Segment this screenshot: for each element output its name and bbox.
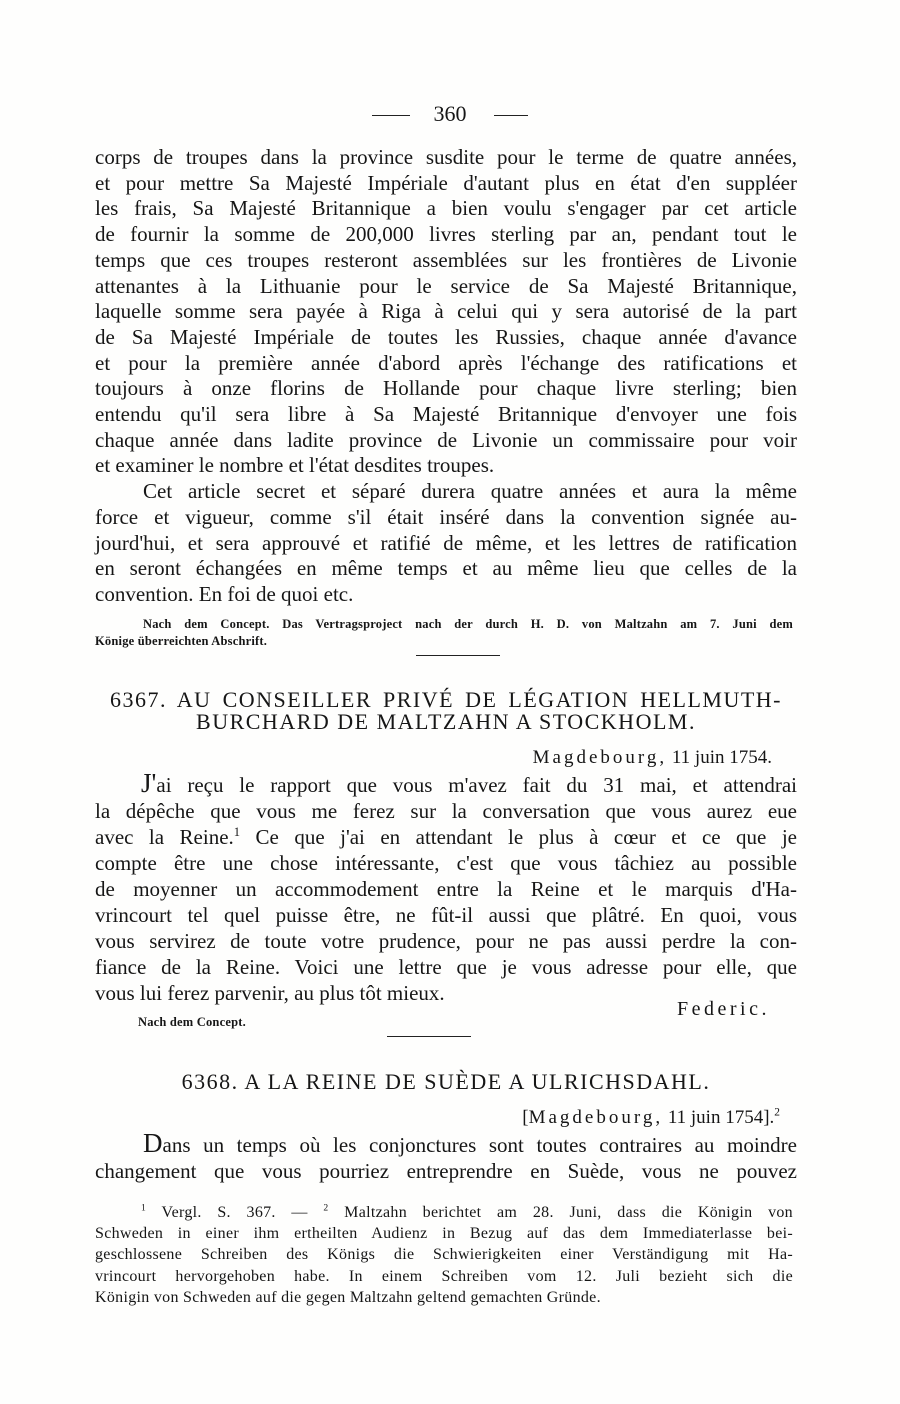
footnote-line xyxy=(95,1202,793,1223)
text-line: en seront échangées en même temps et au même lieu que celles de la xyxy=(95,556,797,581)
footnote-marker: 1 xyxy=(141,1202,147,1214)
text-line: compte être une chose intéressante, c'est que vous tâchiez au possible xyxy=(95,851,797,875)
text-line: chaque année dans ladite province de Livonie un commissaire pour voir xyxy=(95,427,797,452)
text-segment: avec la Reine. xyxy=(95,825,234,849)
page-number-dash-left xyxy=(372,115,410,116)
footnote-line: vrincourt hervorgehoben habe. In einem Schreiben vom 12. Juli bezieht sich die xyxy=(95,1267,793,1285)
text-line: force et vigueur, comme s'il était inséré dans la convention signée au- xyxy=(95,504,797,529)
source-note xyxy=(95,616,793,650)
footnote-line: Königin von Schweden auf die gegen Maltzahn geltend gemachten Gründe. xyxy=(95,1288,601,1306)
page-number: 360 xyxy=(433,101,467,126)
text-line: vous lui ferez parvenir, au plus tôt mieux. xyxy=(95,981,445,1005)
text-segment: Vergl. S. 367. — xyxy=(146,1204,324,1221)
footnote-reference: 1 xyxy=(233,825,241,839)
source-note: Nach dem Concept. xyxy=(138,1015,246,1029)
letter-heading xyxy=(95,1071,797,1093)
text-line: J'ai reçu le rapport que vous m'avez fait du 31 mai, et attendrai xyxy=(141,768,797,798)
footnotes xyxy=(95,1202,793,1308)
dateline xyxy=(533,747,772,769)
page-number-dash-right xyxy=(494,115,528,116)
text-line: vrincourt tel quel puisse être, ne fût-il aussi que plâtré. En quoi, vous xyxy=(95,903,797,927)
heading-line: 6367. AU CONSEILLER PRIVÉ DE LÉGATION HELLMUTH- xyxy=(110,687,782,712)
text-line: fiance de la Reine. Voici une lettre que je vous adresse pour elle, que xyxy=(95,955,797,979)
text-line xyxy=(95,824,797,850)
text-line: et pour mettre Sa Majesté Impériale d'autant plus en état d'en suppléer xyxy=(95,170,797,195)
signature: Federic. xyxy=(677,998,770,1020)
text-line: laquelle somme sera payée à Riga à celui qui y sera autorisé de la part xyxy=(95,299,797,324)
text-segment: Ce que j'ai en attendant le plus à cœur et ce que je xyxy=(240,825,797,849)
source-note-line: Könige überreichten Abschrift. xyxy=(95,634,268,648)
text-line: de Sa Majesté Impériale de toutes les Russies, chaque année d'avance xyxy=(95,324,797,349)
footnote-reference: 2 xyxy=(774,1106,780,1119)
text-line: Dans un temps où les conjonctures sont toutes contraires au moindre xyxy=(143,1128,797,1158)
continued-article-text xyxy=(95,145,797,608)
footnote-line: Schweden in einer ihm ertheilten Audienz in Bezug auf das dem Immediaterlasse bei- xyxy=(95,1225,793,1243)
text-line: temps que ces troupes resteront assemblées sur les frontières de Livonie xyxy=(95,247,797,272)
text-line: la dépêche que vous me ferez sur la conversation que vous aurez eue xyxy=(95,799,797,823)
section-divider xyxy=(387,1036,471,1037)
footnote-line: geschlossene Schreiben des Königs die Schwierigkeiten einer Verständigung mit Ha- xyxy=(95,1246,793,1264)
text-line: vous servirez de toute votre prudence, pour ne pas aussi perdre la con- xyxy=(95,929,797,953)
text-line: Cet article secret et séparé durera quatre années et aura la même xyxy=(143,479,797,504)
dateline-date: 11 juin 1754. xyxy=(671,747,772,768)
footnote-marker: 2 xyxy=(323,1202,329,1214)
text-line: et pour la première année d'abord après l'échange des ratifications et xyxy=(95,350,797,375)
dateline-bracket: [ xyxy=(522,1107,529,1128)
text-line: toujours à onze florins de Hollande pour chaque livre sterling; bien xyxy=(95,376,797,401)
heading-line: 6368. A LA REINE DE SUÈDE A ULRICHSDAHL. xyxy=(181,1069,711,1094)
heading-line: BURCHARD DE MALTZAHN A STOCKHOLM. xyxy=(196,709,696,734)
text-line: de fournir la somme de 200,000 livres sterling par an, pendant tout le xyxy=(95,222,797,247)
letter-text xyxy=(95,768,797,1006)
text-line: jourd'hui, et sera approuvé et ratifié de même, et les lettres de ratification xyxy=(95,530,797,555)
text-line: corps de troupes dans la province susdite pour le terme de quatre années, xyxy=(95,145,797,169)
text-line: attenantes à la Lithuanie pour le service de Sa Majesté Britannique, xyxy=(95,273,797,298)
text-line: entendu qu'il sera libre à Sa Majesté Britannique d'envoyer une fois xyxy=(95,402,797,427)
text-line: convention. En foi de quoi etc. xyxy=(95,581,354,606)
dateline-place: Magdebourg, xyxy=(532,747,668,768)
text-line: les frais, Sa Majesté Britannique a bien voulu s'engager par cet article xyxy=(95,196,797,221)
text-line: et examiner le nombre et l'état desdites troupes. xyxy=(95,453,495,478)
letter-heading xyxy=(95,689,797,733)
text-line: changement que vous pourriez entreprendre en Suède, vous ne pouvez xyxy=(95,1159,797,1183)
section-divider xyxy=(416,655,500,656)
letter-text xyxy=(95,1128,797,1184)
text-segment: Maltzahn berichtet am 28. Juni, dass die Königin von xyxy=(328,1204,793,1221)
dateline-place: Magdebourg, xyxy=(528,1107,664,1128)
text-line: de moyenner un accommodement entre la Reine et le marquis d'Ha- xyxy=(95,877,797,901)
dateline xyxy=(522,1107,780,1129)
dateline-date: 11 juin 1754]. xyxy=(667,1107,775,1128)
source-note-line: Nach dem Concept. Das Vertragsproject nach der durch H. D. von Maltzahn am 7. Juni dem xyxy=(143,617,793,631)
